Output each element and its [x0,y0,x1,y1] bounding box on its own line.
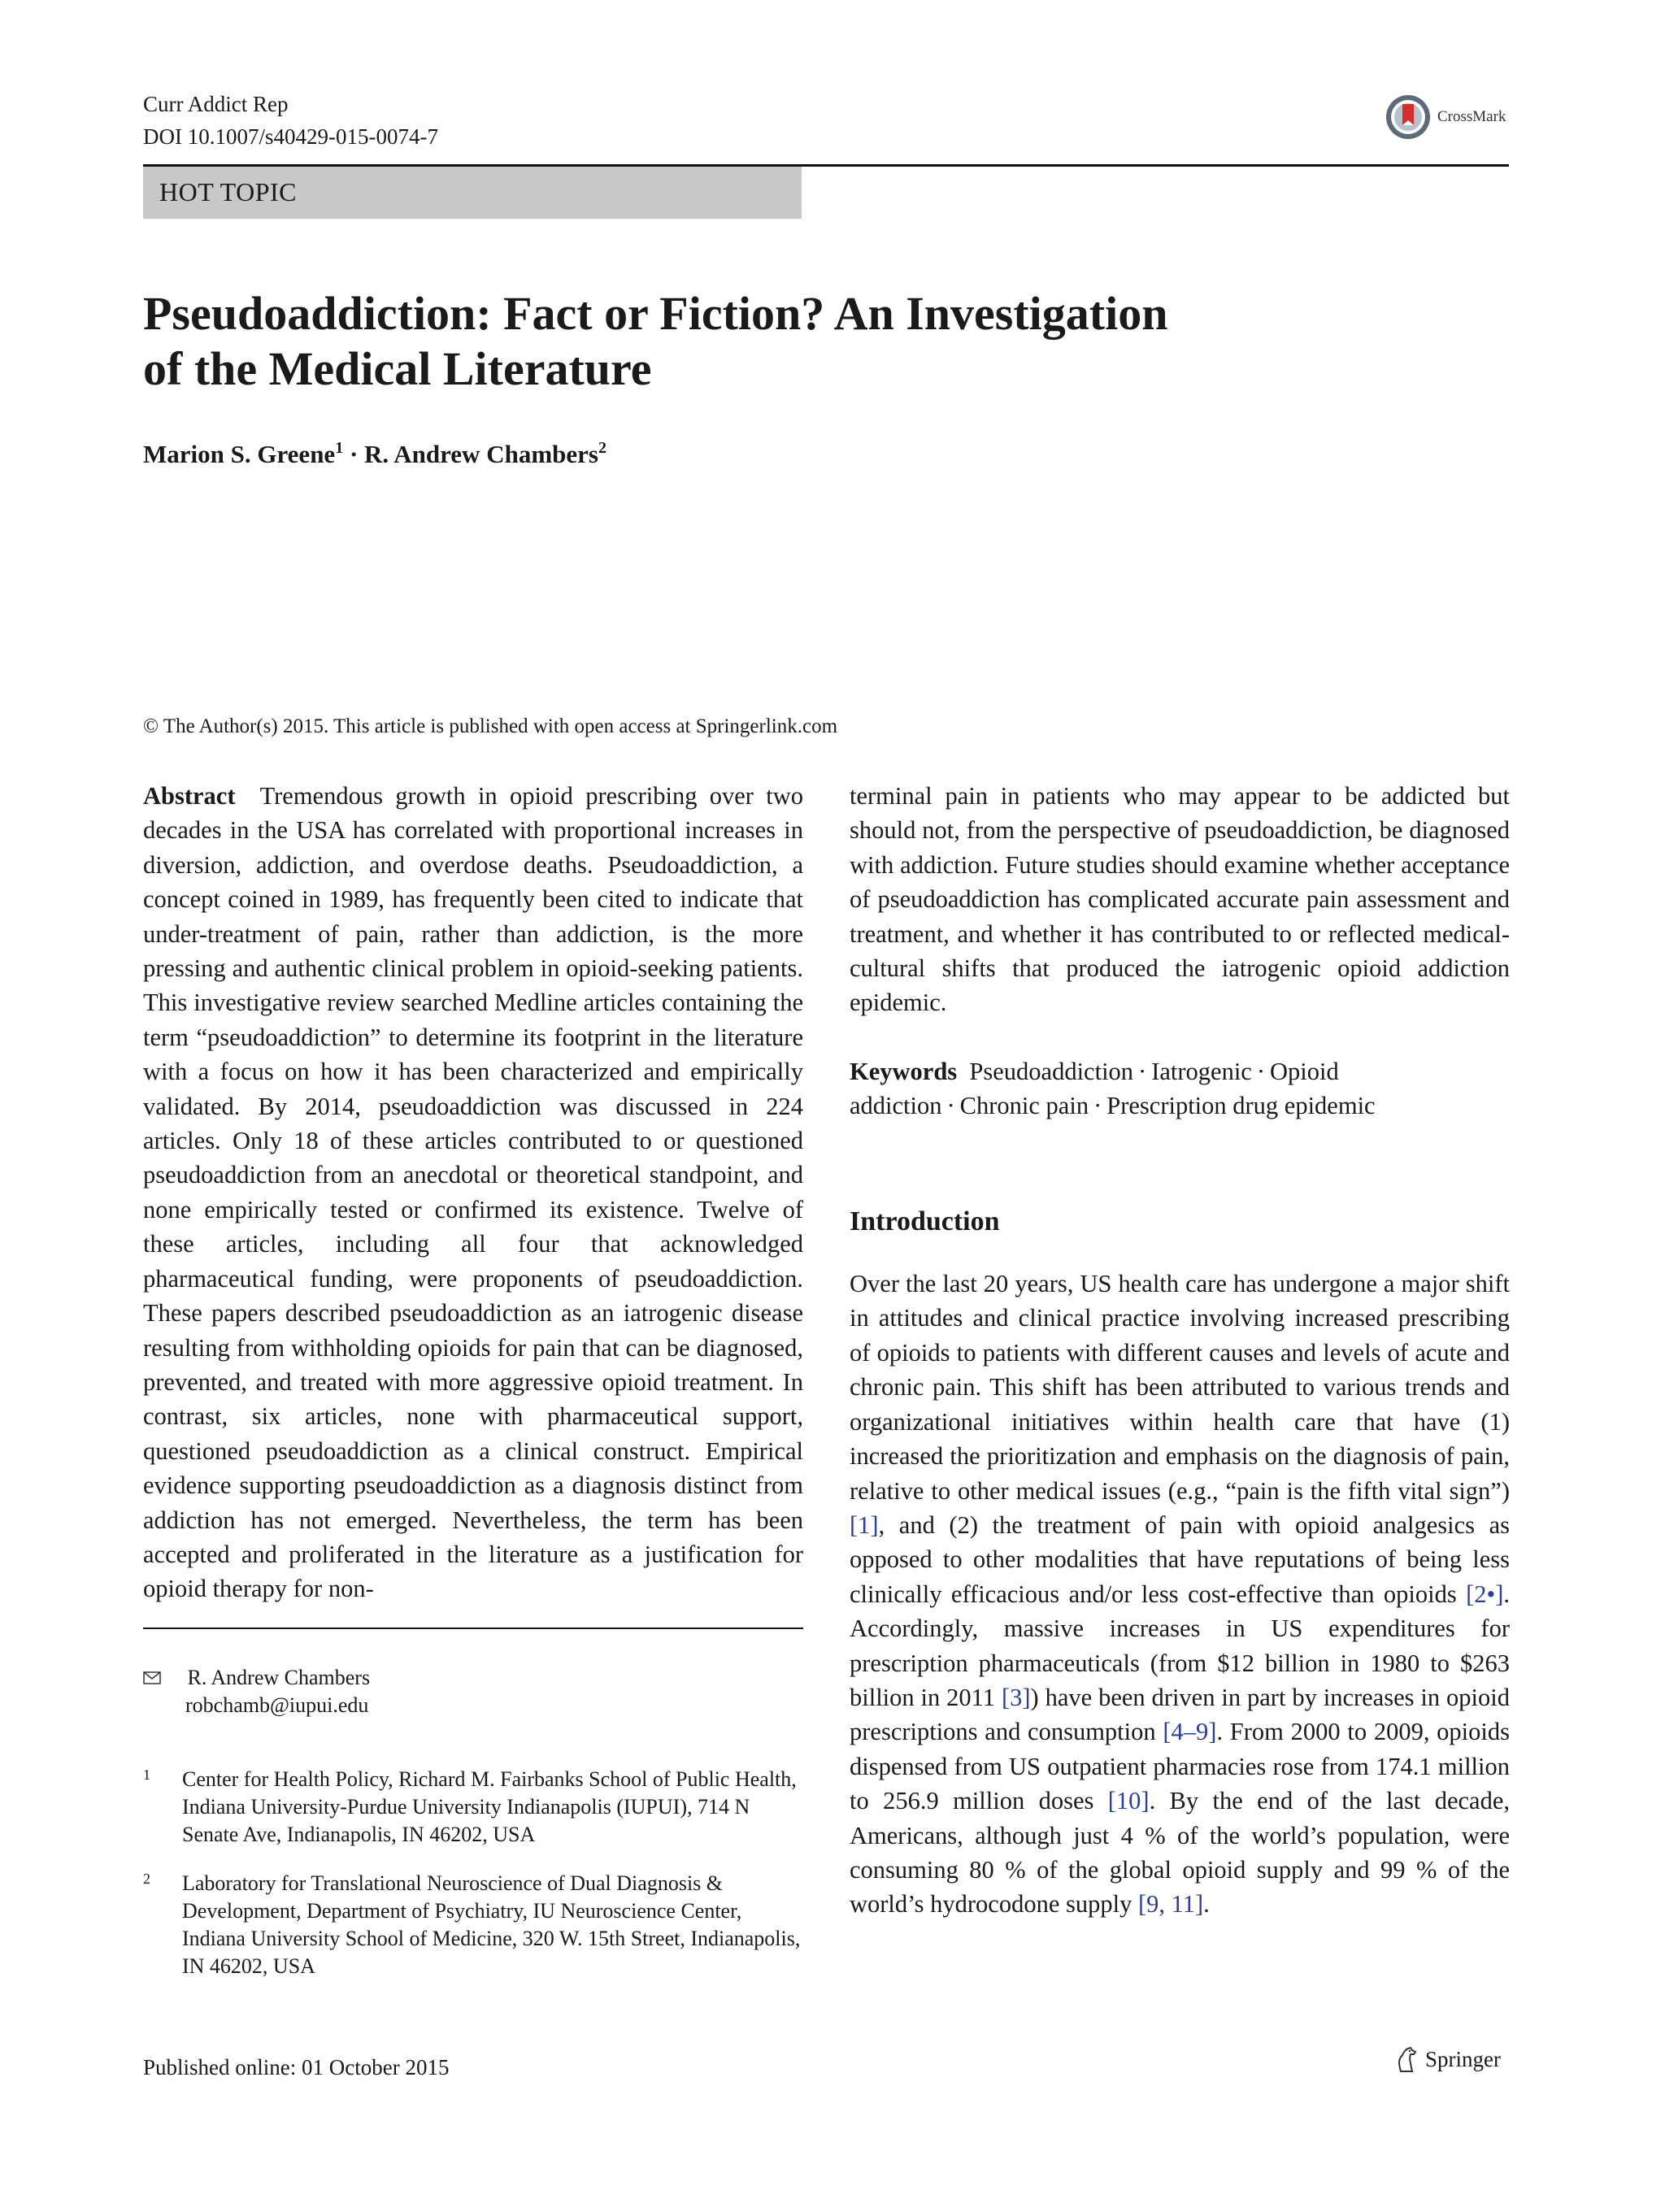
footnote-rule [143,1627,803,1629]
left-column [143,779,803,1606]
correspondence-email[interactable]: robchamb@iupui.edu [185,1693,369,1717]
envelope-icon [143,1664,171,1692]
intro-text: . From 2000 to 2009, opioids dispensed from US outpatient pharmacies rose from 174.1 million to 256.9 million doses [850,1718,1510,1815]
affiliation-text: Laboratory for Translational Neuroscience of Dual Diagnosis & Development, Department of Psychiatry, IU Neuroscience Center, Indiana University School of Medicine, 320 W. 15th Street, Indianapolis, IN 46202, USA [182,1871,801,1978]
abstract-label: Abstract [143,782,236,810]
copyright-notice: © The Author(s) 2015. This article is published with open access at Springerlink.com [143,715,838,737]
affiliation-text: Center for Health Policy, Richard M. Fairbanks School of Public Health, Indiana University-Purdue University Indianapolis (IUPUI), 714 N Senate Ave, Indianapolis, IN 46202, USA [182,1767,797,1846]
published-date: Published online: 01 October 2015 [143,2055,450,2079]
crossmark-label: CrossMark [1437,108,1506,125]
correspondence [143,1664,370,1719]
publisher-logo [1394,2045,1501,2073]
affiliation [143,1766,803,1849]
intro-text: ) have been driven in part by increases in opioid prescriptions and consumption [850,1683,1510,1746]
title-line-1: Pseudoaddiction: Fact or Fiction? An Investigation [143,287,1168,340]
keyword: Iatrogenic [1151,1057,1252,1085]
journal-name: Curr Addict Rep [143,92,289,116]
section-tag-label: HOT TOPIC [159,177,297,206]
crossmark-icon [1384,93,1432,141]
right-column [850,779,1510,1922]
intro-text: , and (2) the treatment of pain with opioid analgesics as opposed to other modalities that have reputations of being less clinically efficacious and/or less cost-effective than opioids [850,1510,1510,1608]
intro-text: . Accordingly, massive increases in US expenditures for prescription pharmaceuticals (from $12 billion in 1980 to $263 billion in 2011 [850,1580,1510,1711]
title-line-2: of the Medical Literature [143,342,652,395]
keyword: Chronic pain [959,1092,1089,1120]
affiliation-number: 2 [143,1871,150,1887]
affiliation [143,1870,803,1980]
author-list [143,439,606,469]
keyword: Pseudoaddiction [969,1057,1134,1085]
intro-text: . By the end of the last decade, Americans, although just 4 % of the world’s population, were consuming 80 % of the global opioid supply and 99 % of the world’s hydrocodone supply [850,1787,1510,1919]
citation-link[interactable]: [3] [1001,1683,1031,1711]
author-name[interactable]: R. Andrew Chambers [364,440,598,468]
citation-link[interactable]: [4–9] [1163,1718,1217,1746]
keyword: Prescription drug epidemic [1106,1092,1376,1120]
publisher-name: Springer [1425,2046,1501,2071]
springer-horse-icon [1394,2045,1419,2073]
keyword-separator: · [946,1092,955,1120]
keyword-separator: · [1256,1057,1266,1085]
correspondence-name: R. Andrew Chambers [187,1666,371,1689]
crossmark-badge[interactable] [1384,93,1506,141]
keywords-label: Keywords [850,1057,958,1085]
intro-text: . [1203,1890,1210,1919]
keyword-separator: · [1138,1057,1147,1085]
doi: DOI 10.1007/s40429-015-0074-7 [143,124,438,149]
author-name[interactable]: Marion S. Greene [143,440,336,468]
citation-link[interactable]: [10] [1107,1787,1150,1815]
keyword-separator: · [1093,1092,1102,1120]
keyword: Opioid addiction [850,1057,1339,1120]
citation-link[interactable]: [2•] [1466,1580,1504,1608]
introduction-paragraph [850,1267,1510,1922]
author-affil-mark: 1 [335,439,344,457]
abstract-continued: terminal pain in patients who may appear to be addicted but should not, from the perspective of pseudoaddiction, be diagnosed with addiction. Future studies should examine whether acceptance of pseudoaddiction has complicated accurate pain assessment and treatment, and whether it has contributed to or reflected medical-cultural shifts that produced the iatrogenic opioid addiction epidemic. [850,782,1510,1017]
author-affil-mark: 2 [598,439,606,457]
citation-link[interactable]: [9, 11] [1137,1890,1204,1919]
section-heading-introduction: Introduction [850,1206,1000,1236]
article-title [143,286,1363,397]
keywords [850,1054,1510,1123]
abstract [143,779,803,1606]
affiliation-number: 1 [143,1767,150,1783]
citation-link[interactable]: [1] [850,1510,879,1539]
author-separator: · [349,440,359,468]
journal-header [143,88,438,153]
intro-text: Over the last 20 years, US health care has undergone a major shift in attitudes and clinical practice involving increased prescribing of opioids to patients with different causes and levels of acute and chronic pain. This shift has been attributed to various trends and organizational initiatives within health care that have (1) increased the prioritization and emphasis on the diagnosis of pain, relative to other medical issues (e.g., “pain is the fifth vital sign”) [850,1270,1510,1505]
abstract-text: Tremendous growth in opioid prescribing over two decades in the USA has correlated with proportional increases in diversion, addiction, and overdose deaths. Pseudoaddiction, a concept coined in 1989, has frequently been cited to indicate that under-treatment of pain, rather than addiction, is the more pressing and authentic clinical problem in opioid-seeking patients. This investigative review searched Medline articles containing the term “pseudoaddiction” to determine its footprint in the literature with a focus on how it has been characterized and empirically validated. By 2014, pseudoaddiction was discussed in 224 articles. Only 18 of these articles contributed to or questioned pseudoaddiction from an anecdotal or theoretical standpoint, and none empirically tested or confirmed its existence. Twelve of these articles, including all four that acknowledged pharmaceutical funding, were proponents of pseudoaddiction. These papers described pseudoaddiction as an iatrogenic disease resulting from withholding opioids for pain that can be diagnosed, prevented, and treated with more aggressive opioid treatment. In contrast, six articles, none with pharmaceutical support, questioned pseudoaddiction as a clinical construct. Empirical evidence supporting pseudoaddiction as a diagnosis distinct from addiction has not emerged. Nevertheless, the term has been accepted and proliferated in the literature as a justification for opioid therapy for non- [143,782,803,1603]
section-tag [143,167,802,219]
